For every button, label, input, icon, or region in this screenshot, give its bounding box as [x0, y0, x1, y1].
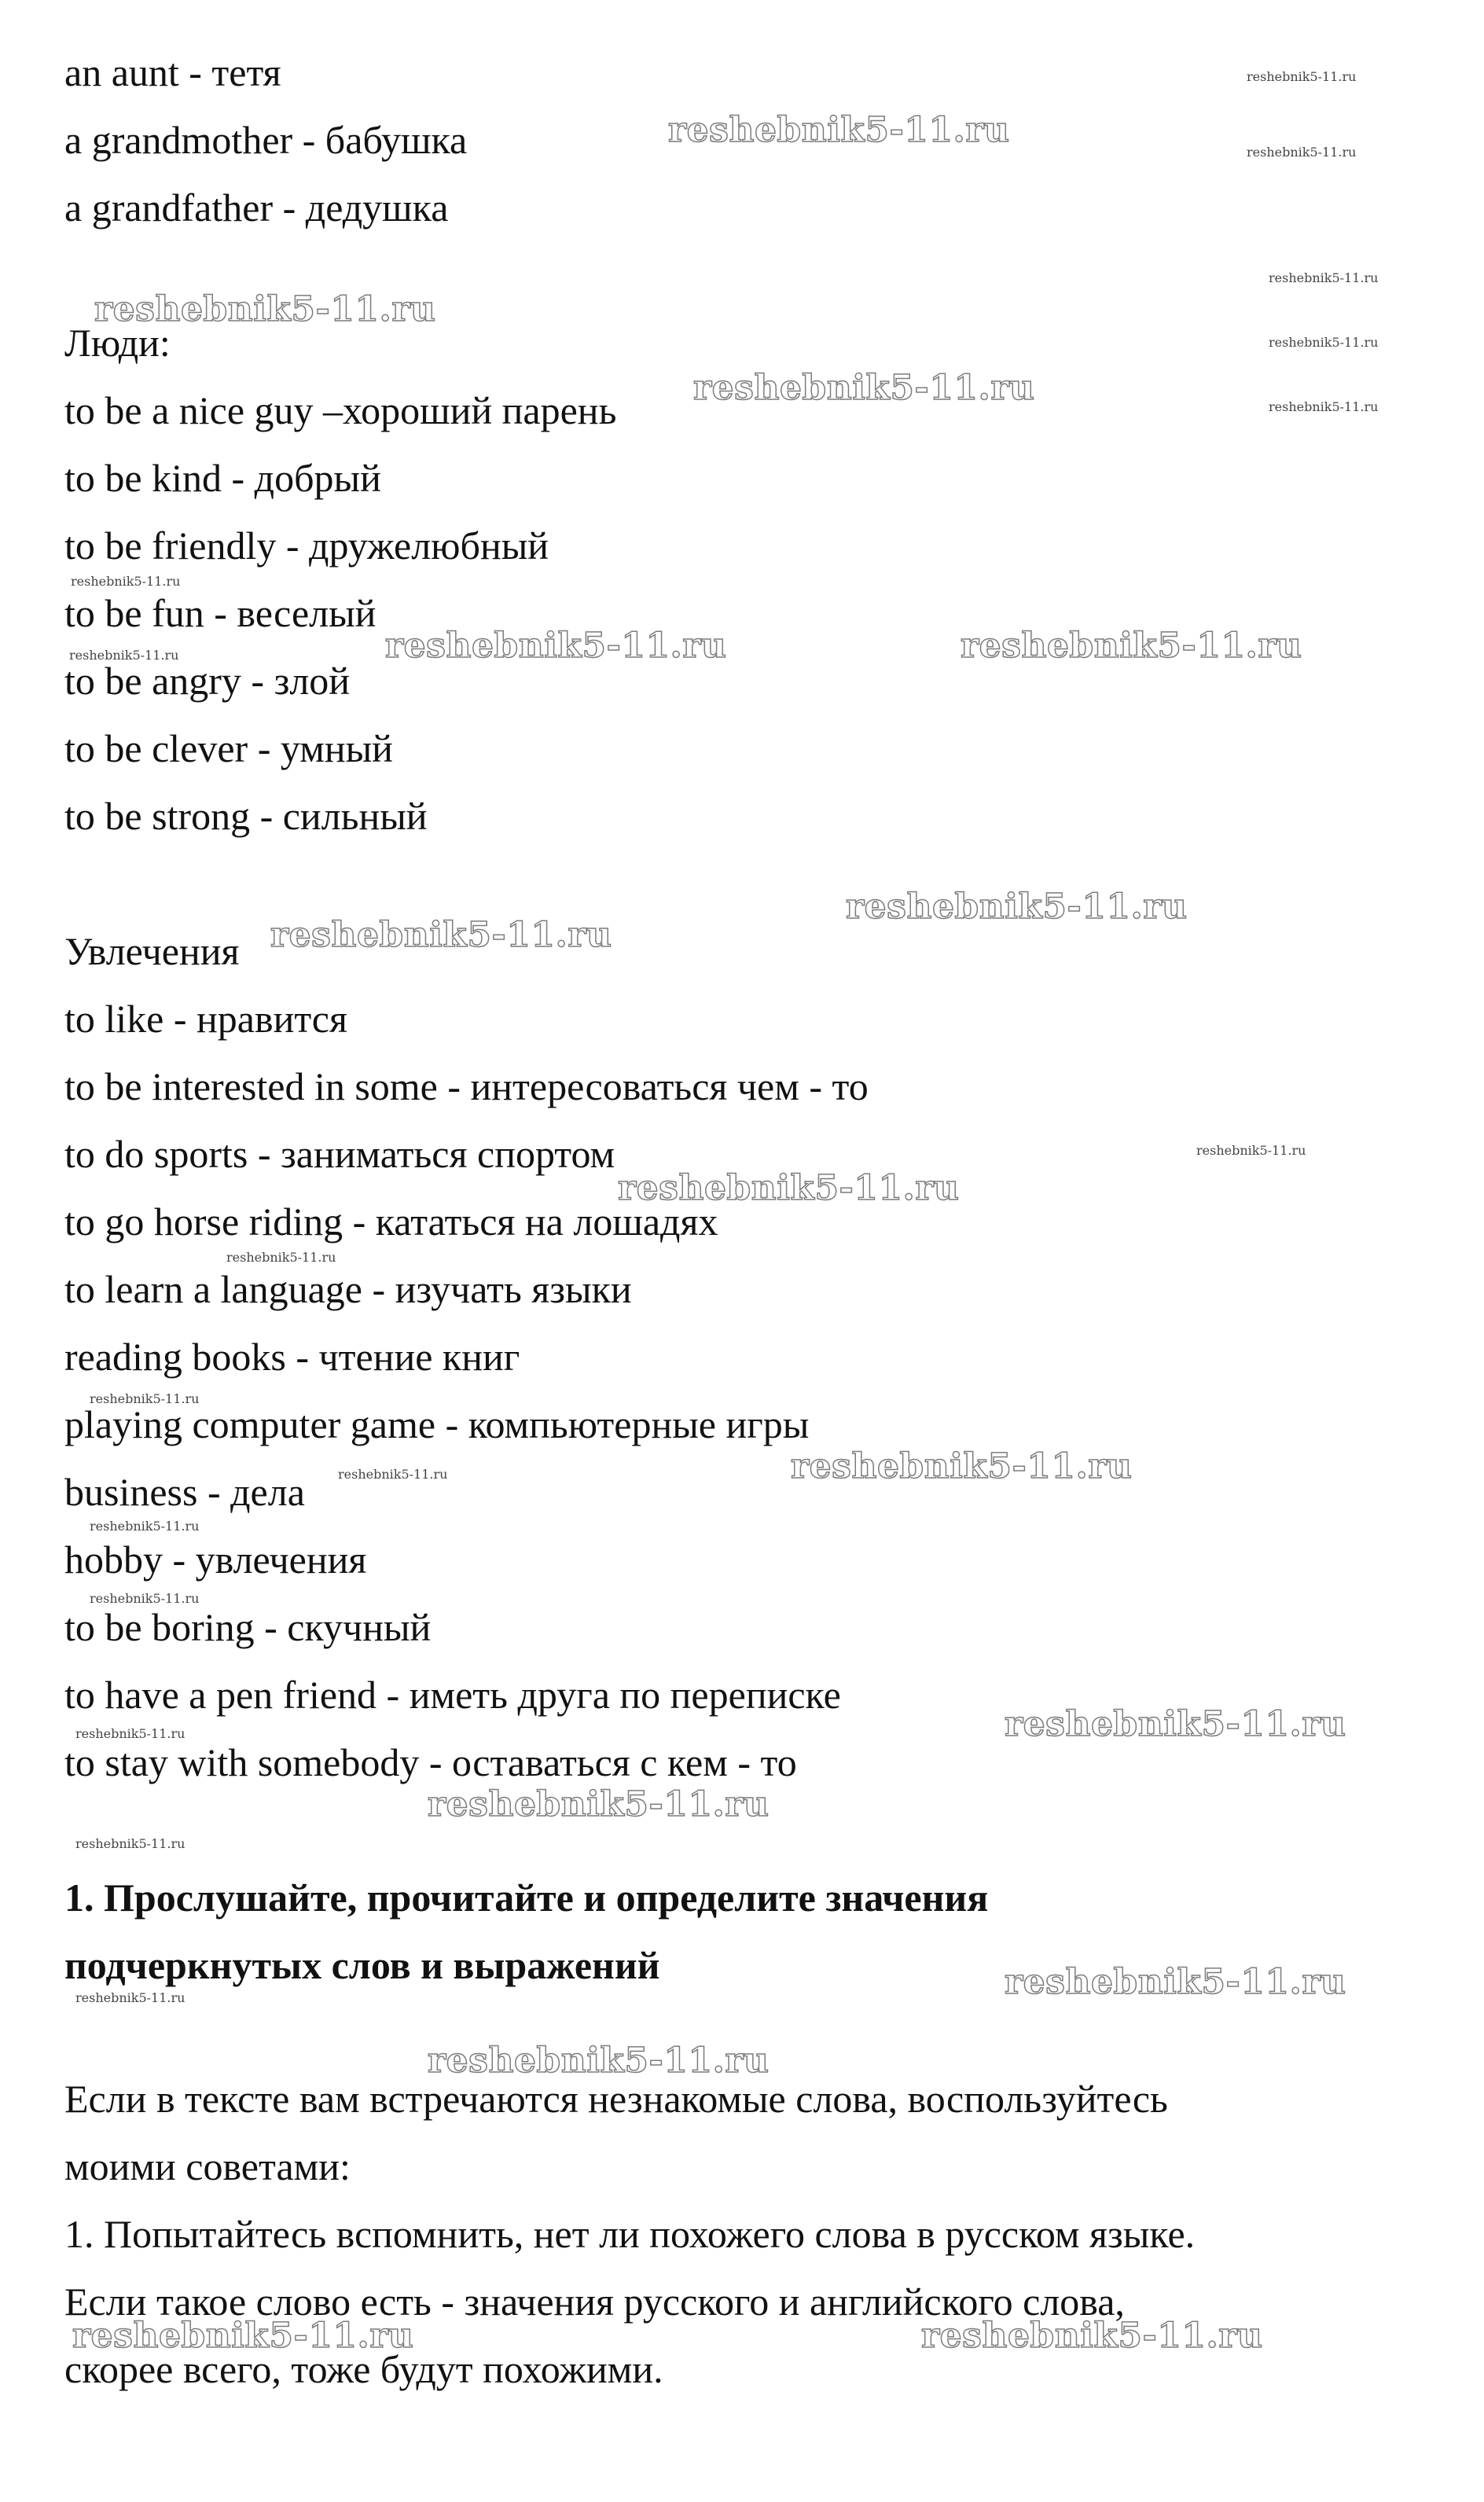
section-heading-people: Люди: [64, 321, 171, 365]
watermark-small: reshebnik5-11.ru [1269, 335, 1379, 350]
vocab-line: to stay with somebody - оставаться с кем - то [64, 1740, 797, 1784]
advice-line: 1. Попытайтесь вспомнить, нет ли похожего слова в русском языке. [64, 2212, 1196, 2256]
watermark-large: reshebnik5-11.ru [693, 368, 1035, 408]
vocab-line: to be boring - скучный [64, 1605, 432, 1649]
vocab-line-grandfather: a grandfather - дедушка [64, 186, 449, 230]
watermark-large: reshebnik5-11.ru [961, 626, 1302, 666]
vocab-line: to be fun - веселый [64, 591, 377, 635]
watermark-large: reshebnik5-11.ru [1005, 1704, 1346, 1744]
watermark-small: reshebnik5-11.ru [1269, 270, 1379, 285]
watermark-small: reshebnik5-11.ru [1247, 69, 1357, 84]
watermark-large: reshebnik5-11.ru [618, 1168, 960, 1208]
advice-line: Если такое слово есть - значения русского и английского слова, [64, 2280, 1125, 2324]
vocab-line-aunt: an aunt - тетя [64, 50, 281, 94]
watermark-large: reshebnik5-11.ru [791, 1446, 1133, 1486]
vocab-line: to be strong - сильный [64, 794, 428, 838]
watermark-small: reshebnik5-11.ru [90, 1519, 200, 1534]
watermark-large: reshebnik5-11.ru [94, 289, 436, 329]
watermark-large: reshebnik5-11.ru [668, 110, 1010, 150]
watermark-large: reshebnik5-11.ru [921, 2316, 1263, 2356]
watermark-large: reshebnik5-11.ru [72, 2316, 414, 2356]
watermark-large: reshebnik5-11.ru [428, 1784, 770, 1824]
watermark-small: reshebnik5-11.ru [75, 1726, 186, 1741]
watermark-small: reshebnik5-11.ru [90, 1391, 200, 1406]
watermark-large: reshebnik5-11.ru [270, 915, 612, 955]
vocab-line: to be friendly - дружелюбный [64, 524, 549, 568]
vocab-line: to have a pen friend - иметь друга по переписке [64, 1673, 841, 1717]
watermark-large: reshebnik5-11.ru [428, 2041, 770, 2081]
watermark-small: reshebnik5-11.ru [226, 1250, 336, 1265]
watermark-small: reshebnik5-11.ru [75, 1836, 186, 1851]
vocab-line: reading books - чтение книг [64, 1335, 520, 1379]
advice-line: скорее всего, тоже будут похожими. [64, 2347, 663, 2391]
advice-line: Если в тексте вам встречаются незнакомые слова, воспользуйтесь [64, 2077, 1168, 2121]
vocab-line: to go horse riding - кататься на лошадях [64, 1200, 718, 1244]
vocab-line: to be interested in some - интересоваться чем - то [64, 1064, 869, 1108]
watermark-small: reshebnik5-11.ru [69, 648, 179, 663]
watermark-small: reshebnik5-11.ru [75, 1990, 186, 2005]
watermark-large: reshebnik5-11.ru [1005, 1962, 1346, 2002]
vocab-line: to be a nice guy –хороший парень [64, 388, 617, 432]
vocab-line: playing computer game - компьютерные игры [64, 1402, 810, 1446]
watermark-large: reshebnik5-11.ru [846, 887, 1188, 927]
vocab-line: to be kind - добрый [64, 456, 381, 500]
vocab-line: hobby - увлечения [64, 1538, 367, 1582]
watermark-small: reshebnik5-11.ru [1269, 399, 1379, 414]
vocab-line: to learn a language - изучать языки [64, 1267, 632, 1311]
watermark-small: reshebnik5-11.ru [90, 1591, 200, 1606]
vocab-line-grandmother: a grandmother - бабушка [64, 118, 468, 162]
advice-line: моими советами: [64, 2144, 351, 2188]
watermark-small: reshebnik5-11.ru [338, 1467, 448, 1482]
watermark-large: reshebnik5-11.ru [385, 626, 727, 666]
task-title-line-1: 1. Прослушайте, прочитайте и определите значения [64, 1876, 989, 1920]
vocab-line: to like - нравится [64, 997, 347, 1041]
section-heading-hobbies: Увлечения [64, 929, 240, 973]
watermark-small: reshebnik5-11.ru [1196, 1143, 1306, 1158]
vocab-line: to be angry - злой [64, 659, 351, 703]
vocab-line: to be clever - умный [64, 726, 393, 770]
watermark-small: reshebnik5-11.ru [1247, 145, 1357, 160]
watermark-small: reshebnik5-11.ru [71, 574, 181, 589]
vocab-line: to do sports - заниматься спортом [64, 1132, 615, 1176]
task-title-line-2: подчеркнутых слов и выражений [64, 1943, 660, 1987]
vocab-line: business - дела [64, 1470, 305, 1514]
